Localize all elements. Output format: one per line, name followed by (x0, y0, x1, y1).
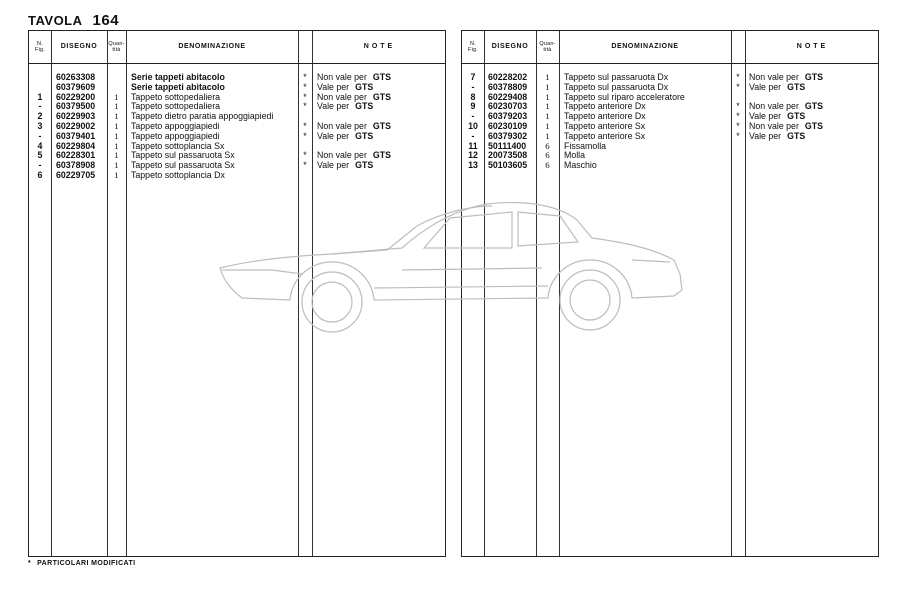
part-description: Tappeto appoggiapiedi (131, 130, 220, 141)
model-code: GTS (372, 72, 391, 82)
note-text (749, 142, 755, 152)
quantity: 1 (545, 111, 550, 122)
note-text: Non vale per GTS (317, 91, 391, 102)
footnote-star: * (28, 560, 32, 567)
fig-number: - (471, 111, 475, 122)
part-description: Serie tappeti abitacolo (131, 72, 225, 82)
header-qty: Quan- tità (108, 41, 125, 53)
quantity: 1 (545, 130, 550, 141)
fig-number: 9 (470, 101, 476, 112)
fig-number: 4 (37, 140, 43, 151)
fig-number: 13 (468, 160, 478, 171)
model-code: GTS (804, 101, 823, 112)
model-code: GTS (804, 120, 823, 131)
part-description: Tappeto anteriore Sx (564, 120, 646, 131)
fig-number: 6 (37, 169, 43, 180)
modified-marker: * (303, 91, 307, 102)
part-number: 60263308 (56, 72, 96, 82)
part-number: 60379500 (56, 101, 96, 112)
fig-number: 11 (468, 140, 478, 151)
part-description: Tappeto sul passaruota Dx (564, 81, 669, 92)
header-disegno: DISEGNO (491, 43, 529, 50)
fig-number: 1 (37, 91, 43, 102)
part-description: Tappeto appoggiapiedi (131, 120, 220, 131)
note-text (749, 151, 755, 161)
modified-marker: * (736, 130, 740, 141)
model-code: GTS (372, 120, 391, 131)
note-text (749, 161, 755, 171)
modified-marker: * (303, 101, 307, 112)
quantity: 1 (545, 81, 550, 92)
header-rule (29, 63, 445, 64)
footnote-text: PARTICOLARI MODIFICATI (37, 560, 136, 567)
part-number: 60379609 (56, 81, 96, 92)
header-note: NOTE (363, 43, 396, 50)
part-description: Tappeto sottopedaliera (131, 91, 221, 102)
part-number: 60228202 (488, 72, 528, 82)
header-fig: N. Fig. (468, 41, 478, 53)
model-code: GTS (787, 130, 806, 141)
part-number: 20073508 (488, 150, 528, 161)
fig-number: - (471, 81, 475, 92)
part-description: Tappeto sottopedaliera (131, 101, 221, 112)
part-description: Tappeto sul passaruota Sx (131, 150, 235, 161)
part-number: 60379401 (56, 130, 96, 141)
page-title-label: TAVOLA (28, 13, 83, 28)
note-text: Vale per GTS (317, 130, 374, 141)
modified-marker: * (303, 160, 307, 171)
part-number: 50103605 (488, 160, 528, 171)
page-title (28, 12, 119, 29)
model-code: GTS (355, 81, 374, 92)
note-text (317, 171, 323, 181)
model-code: GTS (355, 160, 374, 171)
part-description: Molla (564, 150, 586, 161)
part-number: 60378809 (488, 81, 528, 92)
model-code: GTS (355, 130, 374, 141)
part-number: 60379302 (488, 130, 528, 141)
part-number: 60229408 (488, 91, 528, 102)
fig-number: - (38, 130, 42, 141)
modified-marker: * (303, 150, 307, 161)
fig-number: 3 (37, 120, 43, 131)
quantity: 1 (114, 160, 119, 171)
part-description: Tappeto sul passaruota Dx (564, 72, 669, 82)
part-number: 50111400 (488, 140, 527, 151)
note-text: Non vale per GTS (749, 120, 823, 131)
modified-marker: * (736, 81, 740, 92)
fig-number: 2 (37, 111, 43, 122)
modified-marker: * (736, 120, 740, 131)
quantity: 1 (114, 130, 119, 141)
quantity: 6 (545, 150, 550, 161)
quantity: 1 (114, 150, 119, 161)
model-code: GTS (787, 111, 806, 122)
note-text: Non vale per GTS (317, 120, 391, 131)
modified-marker: * (303, 130, 307, 141)
fig-number: - (38, 160, 42, 171)
quantity: 1 (114, 140, 119, 151)
modified-marker: * (736, 111, 740, 122)
fig-number: 10 (468, 120, 478, 131)
model-code: GTS (355, 101, 374, 112)
modified-marker: * (303, 72, 307, 82)
modified-marker: * (303, 120, 307, 131)
part-description: Tappeto dietro paratia appoggiapiedi (131, 111, 274, 122)
modified-marker: * (303, 81, 307, 92)
note-text: Vale per GTS (749, 81, 806, 92)
fig-number: 8 (470, 91, 476, 102)
part-number: 60228301 (56, 150, 96, 161)
note-text: Non vale per GTS (317, 72, 391, 82)
quantity: 6 (545, 160, 550, 171)
header-fig: N. Fig. (35, 41, 45, 53)
part-number: 60379203 (488, 111, 528, 122)
part-number: 60229200 (56, 91, 96, 102)
quantity: 1 (114, 111, 119, 122)
model-code: GTS (372, 91, 391, 102)
part-description: Tappeto sottoplancia Dx (131, 169, 225, 180)
header-denominazione: DENOMINAZIONE (611, 43, 679, 50)
note-text: Vale per GTS (317, 101, 374, 112)
page-title-number: 164 (92, 12, 120, 29)
quantity: 6 (545, 140, 550, 151)
part-number: 60378908 (56, 160, 96, 171)
note-text: Vale per GTS (749, 130, 806, 141)
fig-number: 12 (468, 150, 478, 161)
note-text: Vale per GTS (317, 81, 374, 92)
header-qty: Quan- tità (539, 41, 556, 53)
part-description: Fissamolla (564, 140, 607, 151)
footnote (28, 560, 136, 567)
car-outline-watermark-icon (212, 190, 692, 340)
note-text: Non vale per GTS (749, 101, 823, 112)
quantity: 1 (545, 72, 550, 82)
header-disegno: DISEGNO (60, 43, 98, 50)
fig-number: - (471, 130, 475, 141)
part-description: Tappeto anteriore Dx (564, 111, 646, 122)
part-description: Tappeto sul passaruota Sx (131, 160, 235, 171)
quantity: 1 (114, 120, 119, 131)
part-number: 60229804 (56, 140, 96, 151)
note-text: Non vale per GTS (317, 150, 391, 161)
table-row (29, 171, 445, 181)
part-description: Tappeto anteriore Dx (564, 101, 646, 112)
header-note: NOTE (796, 43, 829, 50)
table-row (462, 161, 878, 171)
quantity: 1 (114, 169, 119, 180)
part-number: 60229002 (56, 120, 96, 131)
quantity: 1 (545, 101, 550, 112)
fig-number: - (38, 101, 42, 112)
part-number: 60229903 (56, 111, 96, 122)
part-description: Serie tappeti abitacolo (131, 81, 225, 92)
modified-marker: * (736, 72, 740, 82)
fig-number: 7 (470, 72, 476, 82)
fig-number: 5 (37, 150, 43, 161)
quantity: 1 (114, 91, 119, 102)
model-code: GTS (804, 72, 823, 82)
part-description: Tappeto anteriore Sx (564, 130, 646, 141)
table-body (462, 73, 878, 171)
quantity: 1 (545, 120, 550, 131)
part-description: Maschio (564, 160, 597, 171)
part-number: 60230109 (488, 120, 528, 131)
model-code: GTS (372, 150, 391, 161)
header-denominazione: DENOMINAZIONE (178, 43, 246, 50)
model-code: GTS (787, 81, 806, 92)
part-description: Tappeto sul riparo acceleratore (564, 91, 685, 102)
part-number: 60230703 (488, 101, 528, 112)
part-number: 60229705 (56, 169, 96, 180)
note-text: Non vale per GTS (749, 72, 823, 82)
note-text: Vale per GTS (749, 111, 806, 122)
quantity: 1 (545, 91, 550, 102)
part-description: Tappeto sottoplancia Sx (131, 140, 225, 151)
header-rule (462, 63, 878, 64)
note-text: Vale per GTS (317, 160, 374, 171)
quantity: 1 (114, 101, 119, 112)
table-body (29, 73, 445, 181)
modified-marker: * (736, 101, 740, 112)
